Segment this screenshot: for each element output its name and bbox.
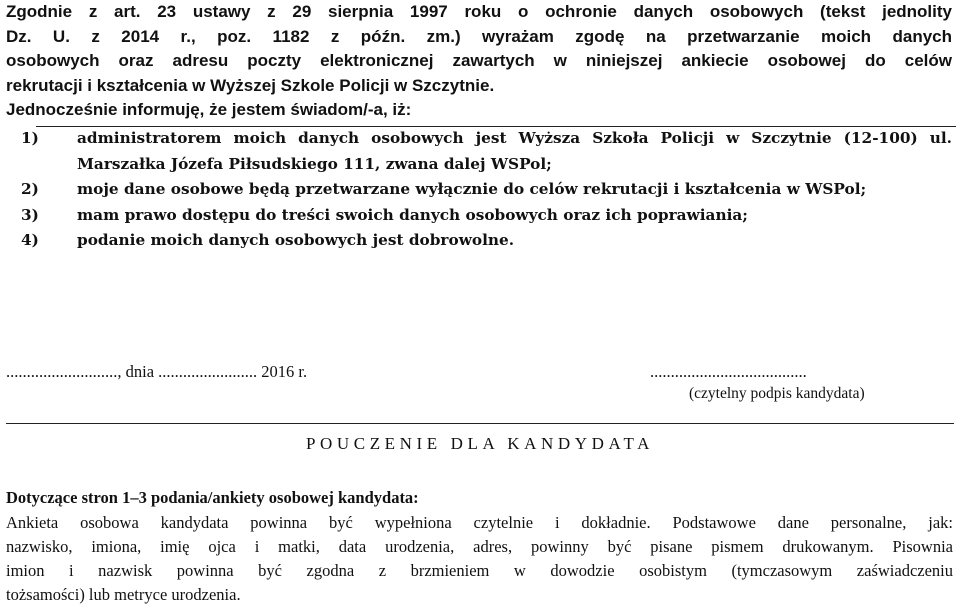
- pouczenie-line-3: imion i nazwisk powinna być zgodna z brzmieniem w dowodzie osobistym (tymczasowym zaświadczeniu: [6, 561, 953, 580]
- list-item-number: 3): [21, 205, 39, 224]
- list-item: [6, 203, 952, 229]
- pouczenie-line-4: tożsamości) lub metryce urodzenia.: [6, 585, 241, 604]
- signature-field: ......................................: [650, 362, 807, 381]
- consent-line-1: Zgodnie z art. 23 ustawy z 29 sierpnia 1997 roku o ochronie danych osobowych (tekst jednolity: [6, 2, 952, 21]
- list-item-text: moje dane osobowe będą przetwarzane wyłącznie do celów rekrutacji i kształcenia w WSPol;: [77, 180, 867, 198]
- consent-block: [6, 0, 952, 123]
- list-item-number: 1): [21, 129, 39, 147]
- list-item-text: administratorem moich danych osobowych jest Wyższa Szkoła Policji w Szczytnie (12-100) ul. Marszałka Józefa Piłsudskiego 111, zwana dalej WSPol;: [77, 129, 952, 173]
- consent-line-3: osobowych oraz adresu poczty elektronicznej zawartych w niniejszej ankiecie osobowej do celów: [6, 51, 952, 70]
- list-item-text: podanie moich danych osobowych jest dobrowolne.: [77, 231, 515, 249]
- consent-line-2: Dz. U. z 2014 r., poz. 1182 z późn. zm.) wyrażam zgodę na przetwarzanie moich danych: [6, 26, 952, 46]
- place-date-field: ..........................., dnia ........................ 2016 r.: [6, 362, 308, 381]
- pouczenie-title: POUCZENIE DLA KANDYDATA: [305, 434, 655, 453]
- list-item-text: mam prawo dostępu do treści swoich danych osobowych oraz ich poprawiania;: [77, 205, 748, 224]
- signature-caption: (czytelny podpis kandydata): [689, 385, 865, 402]
- pouczenie-body: [6, 511, 953, 607]
- information-list: [6, 126, 952, 254]
- pouczenie-line-2: nazwisko, imiona, imię ojca i matki, data urodzenia, adres, powinny być pisane pismem drukowanym. Pisownia: [6, 537, 953, 556]
- pouczenie-line-1: Ankieta osobowa kandydata powinna być wypełniona czytelnie i dokładnie. Podstawowe dane personalne, jak:: [6, 513, 953, 532]
- list-item-number: 4): [21, 231, 39, 249]
- list-item: [6, 126, 952, 177]
- list-item-number: 2): [21, 180, 39, 198]
- inform-line: Jednocześnie informuję, że jestem świadom/-a, iż:: [6, 100, 412, 119]
- consent-line-4: rekrutacji i kształcenia w Wyższej Szkole Policji w Szczytnie.: [6, 75, 495, 95]
- section-divider: [6, 423, 954, 424]
- list-item: [6, 177, 952, 203]
- pouczenie-heading: Dotyczące stron 1–3 podania/ankiety osobowej kandydata:: [6, 488, 419, 507]
- list-item: [6, 228, 952, 254]
